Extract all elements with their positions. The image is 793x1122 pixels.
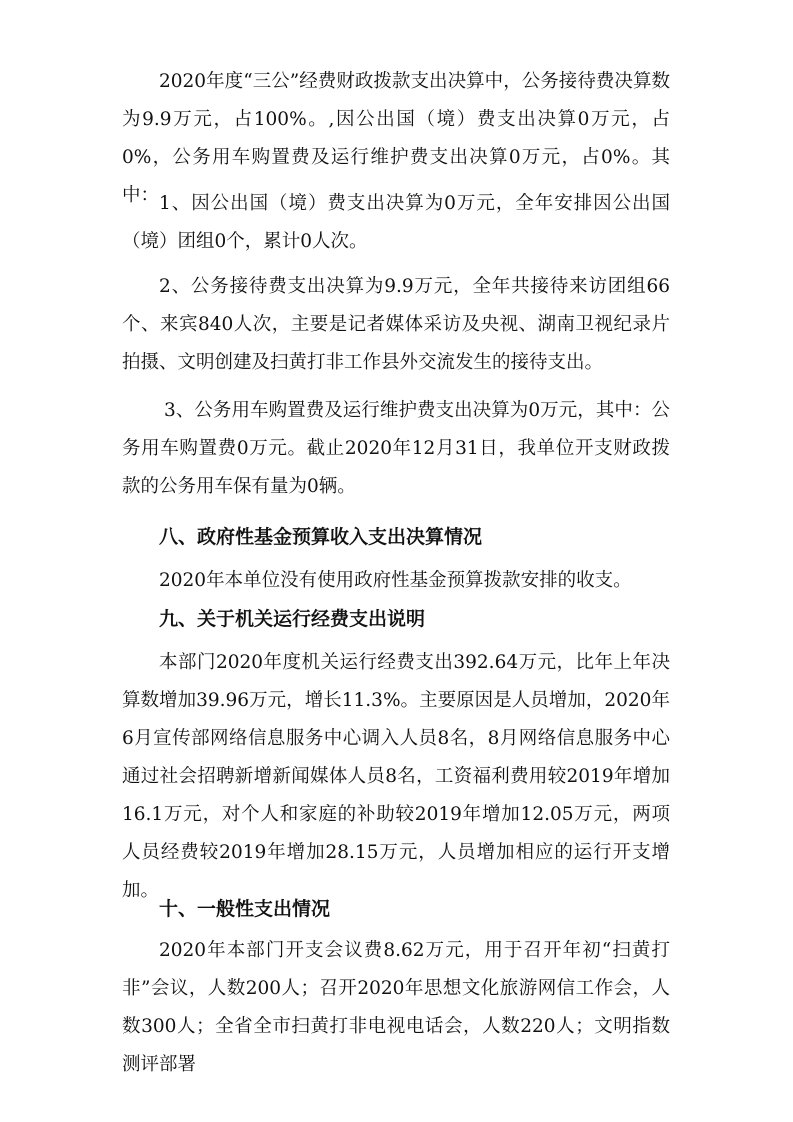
section-heading-operating-expenses: 九、关于机关运行经费支出说明 [159,608,426,630]
paragraph-operating-expenses: 本部门2020年度机关运行经费支出392.64万元，比年上年决算数增加39.96万元，增长11.3%。主要原因是人员增加，2020年6月宣传部网络信息服务中心调入人员8名，8月网络信息服务中心通过社会招聘新增新闻媒体人员8名，工资福利费用较2019年增加16.1万元，对个人和家庭的补助较2019年增加12.05万元，两项人员经费较2019年增加28.15万元，人员增加相应的运行开支增加。 [122,652,670,901]
paragraph-government-fund: 2020年本单位没有使用政府性基金预算拨款安排的收支。 [159,570,632,591]
paragraph-vehicle-expenses: 3、公务用车购置费及运行维护费支出决算为0万元，其中：公务用车购置费0万元。截止2020年12月31日，我单位开支财政拨款的公务用车保有量为0辆。 [122,400,670,497]
section-heading-government-fund: 八、政府性基金预算收入支出决算情况 [159,526,483,548]
paragraph-overseas-travel: 1、因公出国（境）费支出决算为0万元，全年安排因公出国（境）团组0个，累计0人次。 [122,193,670,252]
section-heading-general-expenses: 十、一般性支出情况 [159,898,331,920]
paragraph-reception-expenses: 2、公务接待费支出决算为9.9万元，全年共接待来访团组66个、来宾840人次，主要是记者媒体采访及央视、湖南卫视纪录片拍摄、文明创建及扫黄打非工作县外交流发生的接待支出。 [122,276,670,373]
paragraph-general-expenses: 2020年本部门开支会议费8.62万元，用于召开年初“扫黄打非”会议，人数200人；召开2020年思想文化旅游网信工作会，人数300人；全省全市扫黄打非电视电话会，人数220人；文明指数测评部署 [122,940,670,1075]
paragraph-three-public-expenses: 2020年度“三公”经费财政拨款支出决算中，公务接待费决算数为9.9万元，占100%。,因公出国（境）费支出决算0万元，占0%，公务用车购置费及运行维护费支出决算0万元，占0%。其中： [122,71,670,206]
